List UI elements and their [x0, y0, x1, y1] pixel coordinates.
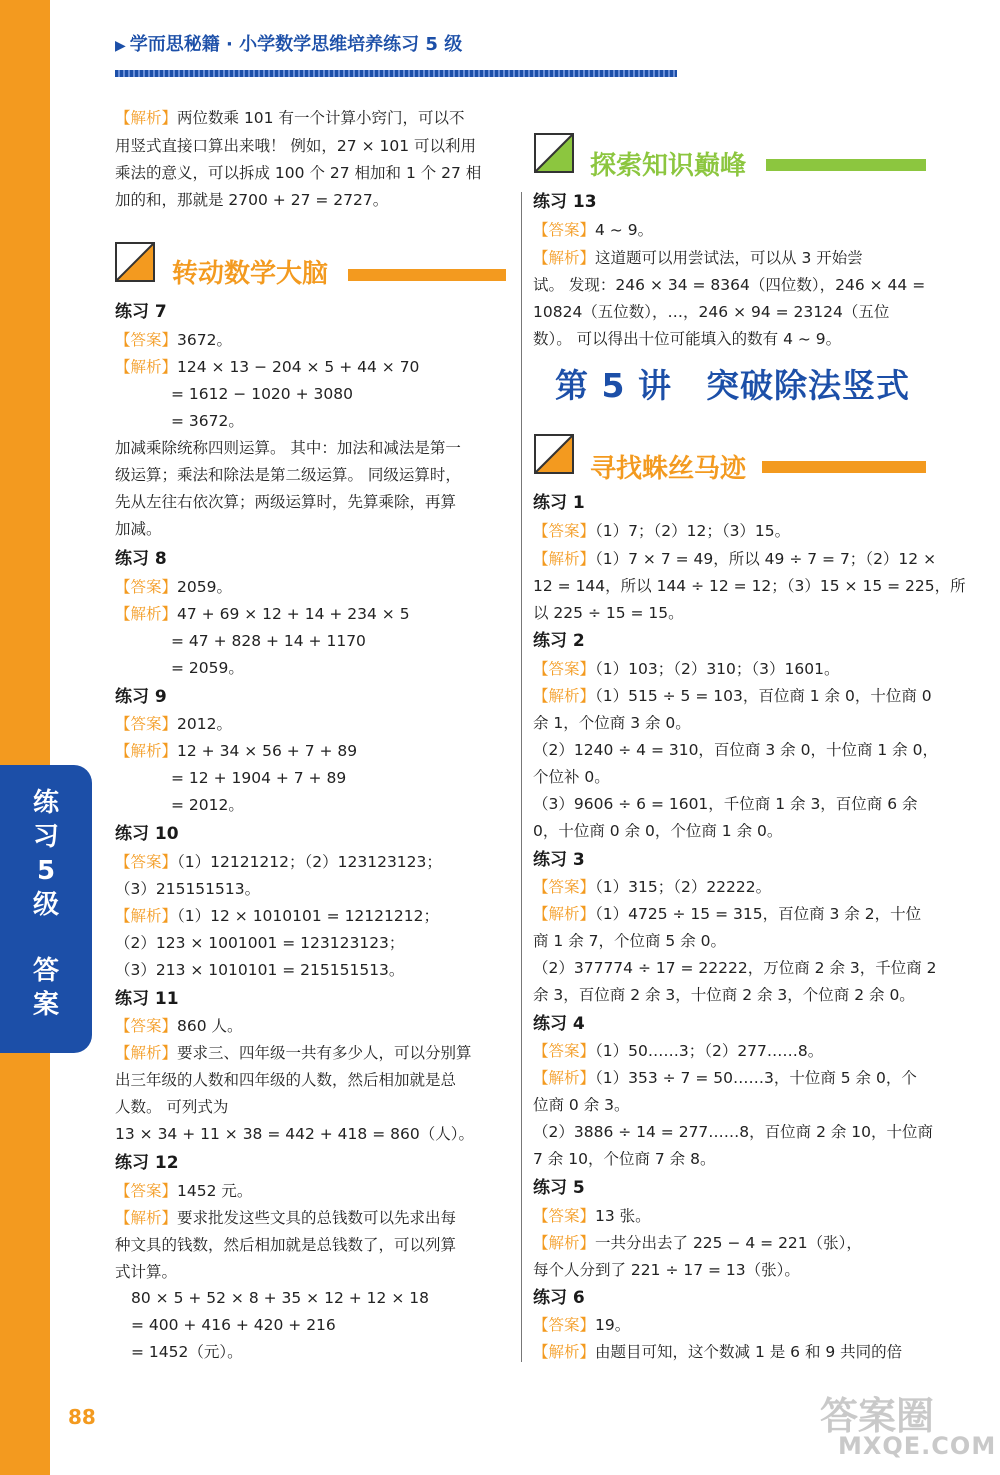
header-rule [115, 70, 677, 77]
analysis-line [115, 108, 464, 128]
text-line [115, 879, 260, 899]
answer-line [115, 1181, 252, 1201]
line-text: 要求三、四年级一共有多少人，可以分别算 [177, 1044, 472, 1062]
answer-line [115, 1016, 243, 1036]
line-text: （1）353 ÷ 7 = 50……3，十位商 5 余 0，个 [595, 1069, 917, 1087]
answer-tag: 【答案】 [533, 878, 596, 896]
exercise-heading: 练习 12 [115, 1153, 179, 1173]
line-text: 用竖式直接口算出来哦！ 例如，27 × 101 可以利用 [115, 137, 477, 155]
analysis-tag: 【解析】 [115, 109, 178, 127]
line-text: 2012。 [177, 715, 232, 733]
text-line [533, 958, 937, 978]
line-text: 商 1 余 7，个位商 5 余 0。 [533, 932, 727, 950]
side-tab-char: 练 [32, 788, 59, 818]
analysis-line [533, 1068, 917, 1088]
line-text: 数）。 可以得出十位可能填入的数有 4 ~ 9。 [533, 330, 842, 348]
line-text: 加减。 [115, 520, 162, 538]
text-line [115, 438, 461, 458]
exercise-heading: 练习 5 [533, 1178, 585, 1198]
line-text: （3）9606 ÷ 6 = 1601，千位商 1 余 3，百位商 6 余 [533, 795, 918, 813]
page-number: 88 [68, 1405, 96, 1429]
text-line [533, 740, 938, 760]
line-text: 2059。 [177, 578, 232, 596]
analysis-line [533, 549, 936, 569]
line-text: 860 人。 [177, 1017, 243, 1035]
text-line [533, 1095, 630, 1115]
answer-line [533, 220, 653, 240]
analysis-line [115, 1208, 456, 1228]
line-text: 10824（五位数），…，246 × 94 = 23124（五位 [533, 303, 890, 321]
section-corner-icon [534, 434, 574, 474]
answer-line [533, 877, 771, 897]
exercise-heading: 练习 8 [115, 549, 167, 569]
text-line [171, 768, 346, 788]
text-line [115, 465, 461, 485]
text-line [115, 960, 404, 980]
text-line [533, 985, 915, 1005]
analysis-line [115, 604, 410, 624]
analysis-line [533, 686, 932, 706]
text-line [115, 492, 456, 512]
line-text: = 2012。 [171, 796, 244, 814]
lecture-title: 第 5 讲 突破除法竖式 [555, 366, 910, 405]
header-title: 学而思秘籍 · 小学数学思维培养练习 5 级 [129, 34, 463, 55]
line-text: = 47 + 828 + 14 + 1170 [171, 632, 366, 650]
answer-tag: 【答案】 [533, 1042, 596, 1060]
answer-line [115, 714, 232, 734]
side-color-bar [0, 0, 50, 1475]
line-text: 12 + 34 × 56 + 7 + 89 [177, 742, 358, 760]
line-text: = 3672。 [171, 412, 244, 430]
side-chapter-tab [0, 765, 92, 1053]
answer-line [115, 330, 232, 350]
line-text: 12 = 144，所以 144 ÷ 12 = 12；（3）15 × 15 = 225，所 [533, 577, 966, 595]
answer-tag: 【答案】 [115, 331, 178, 349]
exercise-heading: 练习 1 [533, 493, 585, 513]
section-title: 探索知识巅峰 [590, 151, 747, 181]
line-text: = 2059。 [171, 659, 244, 677]
line-text: 一共分出去了 225 − 4 = 221（张）， [595, 1234, 862, 1252]
watermark-logo: 答案圈 [820, 1394, 935, 1438]
line-text: 47 + 69 × 12 + 14 + 234 × 5 [177, 605, 410, 623]
line-text: 3672。 [177, 331, 232, 349]
exercise-heading: 练习 2 [533, 631, 585, 651]
analysis-tag: 【解析】 [115, 907, 178, 925]
line-text: 7 余 10，个位商 7 余 8。 [533, 1150, 716, 1168]
text-line [115, 163, 481, 183]
line-text: 人数。 可列式为 [115, 1098, 229, 1116]
answer-line [533, 1041, 823, 1061]
line-text: 余 3，百位商 2 余 3，十位商 2 余 3，个位商 2 余 0。 [533, 986, 915, 1004]
exercise-heading: 练习 13 [533, 192, 597, 212]
section-corner-icon [115, 242, 155, 282]
side-tab-char: 习 [32, 822, 59, 852]
line-text: 加减乘除统称四则运算。 其中：加法和减法是第一 [115, 439, 461, 457]
side-tab-char: 级 [32, 890, 59, 920]
analysis-line [533, 248, 863, 268]
analysis-tag: 【解析】 [115, 1209, 178, 1227]
analysis-tag: 【解析】 [533, 1234, 596, 1252]
line-text: 由题目可知，这个数减 1 是 6 和 9 共同的倍 [595, 1343, 903, 1361]
section-title: 寻找蛛丝马迹 [590, 454, 747, 484]
line-text: （2）1240 ÷ 4 = 310，百位商 3 余 0，十位商 1 余 0， [533, 741, 938, 759]
watermark-url: MXQE.COM [838, 1432, 997, 1460]
text-line [533, 767, 610, 787]
line-text: 13 张。 [595, 1207, 651, 1225]
line-text: 0，十位商 0 余 0，个位商 1 余 0。 [533, 822, 783, 840]
line-text: 个位补 0。 [533, 768, 610, 786]
line-text: （1）103；（2）310；（3）1601。 [595, 660, 840, 678]
text-line [533, 1122, 933, 1142]
line-text: （1）7；（2）12；（3）15。 [595, 522, 791, 540]
analysis-line [115, 357, 419, 377]
analysis-tag: 【解析】 [533, 687, 596, 705]
text-line [115, 519, 162, 539]
analysis-line [115, 741, 357, 761]
side-tab-char: 5 [36, 856, 56, 886]
text-line [115, 136, 476, 156]
analysis-line [533, 1233, 862, 1253]
answer-tag: 【答案】 [533, 1316, 596, 1334]
answer-tag: 【答案】 [533, 522, 596, 540]
section-corner-icon [534, 133, 574, 173]
running-header [115, 30, 462, 56]
line-text: 式计算。 [115, 1263, 178, 1281]
text-line [533, 1149, 715, 1169]
text-line [115, 1070, 456, 1090]
text-line [115, 190, 388, 210]
analysis-tag: 【解析】 [533, 249, 596, 267]
analysis-tag: 【解析】 [533, 1069, 596, 1087]
analysis-tag: 【解析】 [115, 1044, 178, 1062]
line-text: （1）12 × 1010101 = 12121212； [177, 907, 439, 925]
analysis-line [115, 906, 439, 926]
text-line [115, 1124, 474, 1144]
line-text: （1）515 ÷ 5 = 103，百位商 1 余 0，十位商 0 [595, 687, 932, 705]
text-line [171, 411, 244, 431]
text-line [115, 1262, 177, 1282]
line-text: 要求批发这些文具的总钱数可以先求出每 [177, 1209, 457, 1227]
text-line [171, 384, 353, 404]
line-text: （3）215151513。 [115, 880, 261, 898]
exercise-heading: 练习 7 [115, 302, 167, 322]
text-line [533, 794, 918, 814]
exercise-heading: 练习 4 [533, 1014, 585, 1034]
answer-line [533, 659, 839, 679]
text-line [171, 658, 244, 678]
line-text: （1）4725 ÷ 15 = 315，百位商 3 余 2，十位 [595, 905, 922, 923]
exercise-heading: 练习 10 [115, 824, 179, 844]
line-text: 余 1，个位商 3 余 0。 [533, 714, 691, 732]
line-text: 13 × 34 + 11 × 38 = 442 + 418 = 860（人）。 [115, 1125, 474, 1143]
line-text: （1）50……3；（2）277……8。 [595, 1042, 824, 1060]
text-line [131, 1315, 336, 1335]
line-text: （1）12121212；（2）123123123； [177, 853, 442, 871]
answer-line [115, 852, 442, 872]
analysis-tag: 【解析】 [115, 742, 178, 760]
analysis-tag: 【解析】 [533, 905, 596, 923]
line-text: 4 ~ 9。 [595, 221, 654, 239]
text-line [533, 821, 782, 841]
line-text: 乘法的意义，可以拆成 100 个 27 相加和 1 个 27 相 [115, 164, 482, 182]
text-line [533, 275, 925, 295]
line-text: 出三年级的人数和四年级的人数，然后相加就是总 [115, 1071, 457, 1089]
text-line [115, 1097, 228, 1117]
text-line [131, 1288, 429, 1308]
answer-line [533, 521, 790, 541]
analysis-line [115, 1043, 472, 1063]
line-text: 80 × 5 + 52 × 8 + 35 × 12 + 12 × 18 [131, 1289, 429, 1307]
line-text: = 1452（元）。 [131, 1343, 243, 1361]
play-triangle-icon: ▶ [115, 38, 126, 54]
line-text: = 12 + 1904 + 7 + 89 [171, 769, 347, 787]
line-text: 1452 元。 [177, 1182, 253, 1200]
answer-tag: 【答案】 [533, 221, 596, 239]
analysis-tag: 【解析】 [115, 605, 178, 623]
line-text: 位商 0 余 3。 [533, 1096, 630, 1114]
answer-tag: 【答案】 [115, 578, 178, 596]
text-line [171, 795, 244, 815]
answer-line [115, 577, 232, 597]
text-line [171, 631, 366, 651]
analysis-tag: 【解析】 [533, 1343, 596, 1361]
line-text: （2）377774 ÷ 17 = 22222，万位商 2 余 3，千位商 2 [533, 959, 937, 977]
line-text: 两位数乘 101 有一个计算小窍门，可以不 [177, 109, 465, 127]
answer-tag: 【答案】 [115, 715, 178, 733]
text-line [131, 1342, 243, 1362]
line-text: 试。 发现：246 × 34 = 8364（四位数），246 × 44 = [533, 276, 926, 294]
line-text: 种文具的钱数，然后相加就是总钱数了，可以列算 [115, 1236, 457, 1254]
text-line [533, 713, 691, 733]
text-line [115, 933, 404, 953]
line-text: = 400 + 416 + 420 + 216 [131, 1316, 336, 1334]
text-line [533, 931, 726, 951]
answer-tag: 【答案】 [115, 1182, 178, 1200]
analysis-tag: 【解析】 [115, 358, 178, 376]
text-line [115, 1235, 456, 1255]
line-text: 先从左往右依次算；两级运算时，先算乘除，再算 [115, 493, 457, 511]
line-text: （1）315；（2）22222。 [595, 878, 772, 896]
text-line [533, 302, 889, 322]
exercise-heading: 练习 11 [115, 989, 179, 1009]
answer-line [533, 1315, 630, 1335]
line-text: （2）123 × 1001001 = 123123123； [115, 934, 405, 952]
line-text: （2）3886 ÷ 14 = 277……8，百位商 2 余 10，十位商 [533, 1123, 934, 1141]
line-text: （3）213 × 1010101 = 215151513。 [115, 961, 405, 979]
answer-tag: 【答案】 [115, 853, 178, 871]
line-text: = 1612 − 1020 + 3080 [171, 385, 353, 403]
exercise-heading: 练习 9 [115, 687, 167, 707]
text-line [533, 329, 841, 349]
line-text: 以 225 ÷ 15 = 15。 [533, 604, 684, 622]
text-line [533, 1260, 800, 1280]
answer-tag: 【答案】 [533, 660, 596, 678]
text-line [533, 603, 684, 623]
section-bar [348, 269, 506, 281]
answer-line [533, 1206, 651, 1226]
line-text: 加的和，那就是 2700 + 27 = 2727。 [115, 191, 389, 209]
section-title: 转动数学大脑 [172, 259, 329, 289]
section-bar [762, 461, 926, 473]
line-text: 每个人分到了 221 ÷ 17 = 13（张）。 [533, 1261, 800, 1279]
line-text: （1）7 × 7 = 49，所以 49 ÷ 7 = 7；（2）12 × [595, 550, 937, 568]
side-tab-char: 答 [32, 956, 59, 986]
answer-tag: 【答案】 [115, 1017, 178, 1035]
text-line [533, 576, 966, 596]
exercise-heading: 练习 6 [533, 1288, 585, 1308]
analysis-line [533, 1342, 902, 1362]
exercise-heading: 练习 3 [533, 850, 585, 870]
line-text: 124 × 13 − 204 × 5 + 44 × 70 [177, 358, 420, 376]
line-text: 19。 [595, 1316, 631, 1334]
answer-tag: 【答案】 [533, 1207, 596, 1225]
analysis-tag: 【解析】 [533, 550, 596, 568]
line-text: 级运算；乘法和除法是第二级运算。 同级运算时， [115, 466, 461, 484]
line-text: 这道题可以用尝试法，可以从 3 开始尝 [595, 249, 863, 267]
side-tab-char: 案 [32, 990, 59, 1020]
column-divider [521, 192, 522, 1362]
section-bar [766, 159, 926, 171]
analysis-line [533, 904, 921, 924]
